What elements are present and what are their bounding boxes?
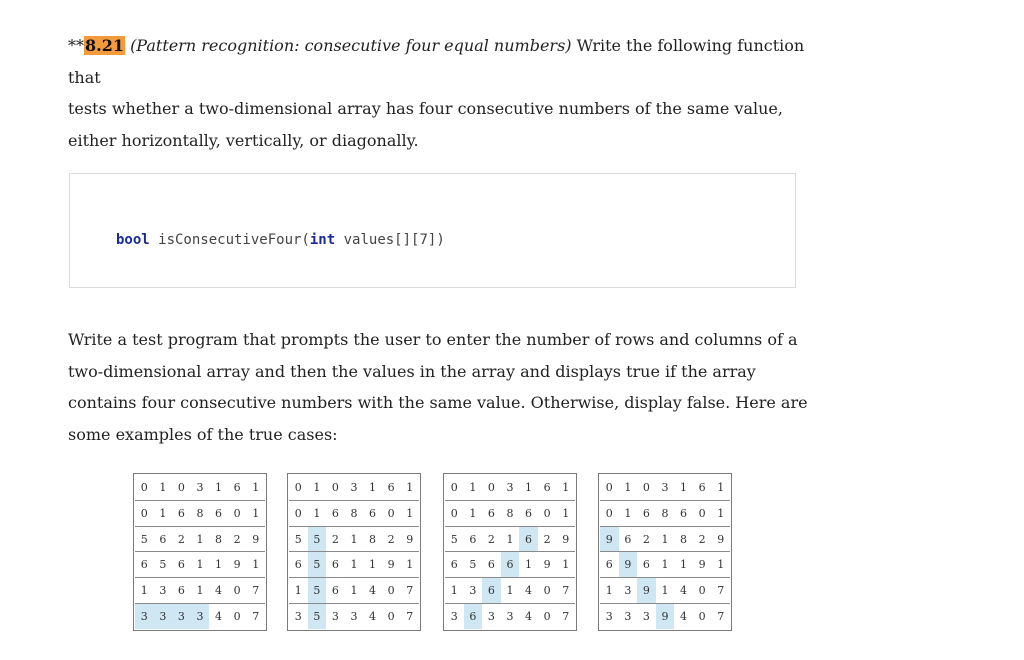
grid-cell: 6: [600, 552, 619, 578]
grid-cell: 9: [246, 526, 265, 552]
grid-row: [445, 578, 575, 604]
grid-cell: 7: [252, 610, 260, 624]
grid-row: [135, 500, 265, 526]
grid-cell: 0: [382, 578, 401, 604]
grid-cell: 9: [556, 526, 575, 552]
grid-cell: 1: [308, 500, 327, 526]
grid-cell: 3: [656, 475, 675, 500]
grid-cell: 6: [154, 526, 173, 552]
grid-cell: 6: [172, 578, 191, 604]
grid-cell: 3: [154, 604, 173, 629]
grid-cell: 1: [464, 500, 483, 526]
grid-row: [445, 475, 575, 500]
grid-cell: 9: [600, 526, 619, 552]
example-grid-4: [598, 473, 732, 631]
grid-cell: 0: [693, 500, 712, 526]
grid-row: [289, 500, 419, 526]
description-line-3: contains four consecutive numbers with the same value. Otherwise, display false. Here are: [68, 393, 808, 412]
grid-cell: 3: [619, 578, 638, 604]
grid-cell: 7: [562, 610, 570, 624]
grid-cell: 1: [209, 552, 228, 578]
grid-cell: 5: [308, 552, 327, 578]
grid-cell: 1: [191, 552, 210, 578]
grid-cell: 1: [246, 500, 265, 526]
grid-cell: 6: [326, 552, 345, 578]
grid-cell: 1: [656, 578, 675, 604]
grid-cell: 0: [135, 475, 154, 500]
grid-cell: 1: [600, 578, 619, 604]
grid-cell: 0: [445, 500, 464, 526]
grid-cell: 5: [308, 526, 327, 552]
grid-cell: 0: [482, 475, 501, 500]
grid-cell: 6: [135, 552, 154, 578]
function-name: isConsecutiveFour(: [149, 232, 310, 248]
param-type: int: [309, 232, 336, 248]
grid-cell: 6: [172, 500, 191, 526]
grid-cell: 8: [674, 526, 693, 552]
grid-cell: 6: [172, 552, 191, 578]
grid-cell: 1: [289, 578, 308, 604]
grid-cell: 0: [538, 578, 557, 604]
grid-cell: 2: [637, 526, 656, 552]
grid-cell: 6: [482, 552, 501, 578]
code-block: [69, 173, 796, 288]
grid-cell: 3: [506, 610, 514, 624]
grid-cell: 6: [326, 500, 345, 526]
grid-cell: 4: [680, 610, 688, 624]
grid-cell: 3: [135, 604, 154, 629]
grid-row: [289, 604, 419, 629]
grid-cell: 9: [400, 526, 419, 552]
grid-cell: 3: [331, 610, 339, 624]
grid-cell: 1: [556, 475, 575, 500]
grid-cell: 3: [501, 475, 520, 500]
grid-cell: 8: [363, 526, 382, 552]
grid-cell: 1: [363, 475, 382, 500]
grid-cell: 0: [693, 578, 712, 604]
grid-cell: 0: [543, 610, 551, 624]
grid-cell: 1: [400, 552, 419, 578]
grid-cell: 4: [369, 610, 377, 624]
grid-cell: 2: [382, 526, 401, 552]
grid-cell: 6: [482, 500, 501, 526]
grid-cell: 0: [445, 475, 464, 500]
grid-row: [445, 526, 575, 552]
grid-cell: 5: [135, 526, 154, 552]
grid-cell: 8: [345, 500, 364, 526]
grid-cell: 6: [538, 475, 557, 500]
grid-row: [289, 578, 419, 604]
grid-cell: 3: [294, 610, 302, 624]
grid-cell: 9: [619, 552, 638, 578]
grid-cell: 1: [345, 578, 364, 604]
grid-cell: 6: [289, 552, 308, 578]
grid-cell: 6: [674, 500, 693, 526]
grid-row: [135, 604, 265, 629]
example-grid-3: [443, 473, 577, 631]
grid-cell: 1: [345, 526, 364, 552]
grid-cell: 2: [482, 526, 501, 552]
grid-cell: 6: [519, 526, 538, 552]
grid-cell: 1: [656, 526, 675, 552]
grid-cell: 1: [464, 475, 483, 500]
grid-cell: 0: [289, 475, 308, 500]
grid-cell: 9: [656, 604, 675, 629]
example-grid-2: [287, 473, 421, 631]
grid-cell: 0: [135, 500, 154, 526]
grid-row: [289, 526, 419, 552]
grid-cell: 1: [445, 578, 464, 604]
grid-row: [600, 475, 730, 500]
grid-cell: 8: [209, 526, 228, 552]
grid-cell: 6: [228, 475, 247, 500]
grid-row: [135, 578, 265, 604]
problem-text-line-1: Write the following function that: [68, 36, 805, 87]
grid-cell: 0: [326, 475, 345, 500]
grid-cell: 6: [637, 552, 656, 578]
description-line-1: Write a test program that prompts the user to enter the number of rows and columns of a: [68, 330, 798, 349]
grid-cell: 0: [233, 610, 241, 624]
grid-cell: 1: [501, 526, 520, 552]
grid-cell: 5: [154, 552, 173, 578]
grid-cell: 1: [400, 500, 419, 526]
grid-cell: 6: [464, 526, 483, 552]
example-grid-1: [133, 473, 267, 631]
grid-row: [135, 552, 265, 578]
grid-cell: 4: [215, 610, 223, 624]
grid-cell: 1: [154, 475, 173, 500]
grid-cell: 1: [711, 500, 730, 526]
grid-cell: 1: [135, 578, 154, 604]
grid-cell: 0: [600, 500, 619, 526]
grid-cell: 8: [191, 500, 210, 526]
grid-cell: 0: [698, 610, 706, 624]
grid-row: [445, 604, 575, 629]
grid-cell: 3: [172, 604, 191, 629]
description-line-2: two-dimensional array and then the values in the array and displays true if the array: [68, 361, 756, 381]
grid-cell: 1: [154, 500, 173, 526]
grid-cell: 6: [693, 475, 712, 500]
grid-cell: 3: [350, 610, 358, 624]
grid-cell: 0: [228, 578, 247, 604]
grid-cell: 7: [400, 578, 419, 604]
grid-cell: 1: [209, 475, 228, 500]
grid-cell: 3: [487, 610, 495, 624]
problem-title: (Pattern recognition: consecutive four equal numbers): [130, 36, 572, 55]
grid-cell: 1: [246, 475, 265, 500]
grid-cell: 1: [501, 578, 520, 604]
grid-cell: 0: [289, 500, 308, 526]
grid-cell: 6: [464, 604, 483, 629]
grid-cell: 2: [538, 526, 557, 552]
grid-cell: 4: [674, 578, 693, 604]
grid-cell: 3: [191, 604, 210, 629]
grid-row: [135, 475, 265, 500]
grid-cell: 2: [228, 526, 247, 552]
grid-cell: 6: [519, 500, 538, 526]
grid-cell: 3: [450, 610, 458, 624]
grid-row: [600, 500, 730, 526]
grid-cell: 1: [556, 552, 575, 578]
grid-cell: 6: [209, 500, 228, 526]
grid-cell: 1: [556, 500, 575, 526]
grid-cell: 3: [464, 578, 483, 604]
grid-cell: 1: [246, 552, 265, 578]
grid-cell: 6: [482, 578, 501, 604]
grid-cell: 7: [246, 578, 265, 604]
grid-row: [600, 552, 730, 578]
grid-cell: 4: [363, 578, 382, 604]
function-signature: [116, 232, 445, 248]
grid-cell: 9: [538, 552, 557, 578]
grid-cell: 3: [191, 475, 210, 500]
grid-cell: 4: [519, 578, 538, 604]
grid-cell: 4: [525, 610, 533, 624]
description: [68, 324, 828, 450]
grid-cell: 1: [711, 475, 730, 500]
grid-cell: 9: [711, 526, 730, 552]
grid-cell: 8: [501, 500, 520, 526]
grid-cell: 6: [445, 552, 464, 578]
grid-cell: 7: [711, 578, 730, 604]
grid-cell: 1: [345, 552, 364, 578]
grid-cell: 9: [382, 552, 401, 578]
grid-row: [600, 604, 730, 629]
grid-cell: 1: [363, 552, 382, 578]
grid-row: [289, 552, 419, 578]
grid-cell: 0: [228, 500, 247, 526]
grid-cell: 8: [656, 500, 675, 526]
grid-cell: 1: [519, 552, 538, 578]
grid-cell: 6: [619, 526, 638, 552]
problem-number: 8.21: [85, 36, 124, 55]
grid-cell: 6: [637, 500, 656, 526]
description-line-4: some examples of the true cases:: [68, 424, 338, 444]
grid-cell: 0: [172, 475, 191, 500]
stars: **: [68, 36, 84, 55]
grid-cell: 1: [674, 475, 693, 500]
grid-cell: 2: [326, 526, 345, 552]
grid-row: [600, 526, 730, 552]
grid-cell: 5: [445, 526, 464, 552]
grid-row: [445, 500, 575, 526]
grid-cell: 5: [464, 552, 483, 578]
problem-text-line-2: tests whether a two-dimensional array has four consecutive numbers of the same value,: [68, 99, 783, 118]
grid-cell: 6: [382, 475, 401, 500]
grid-cell: 1: [711, 552, 730, 578]
grid-cell: 1: [519, 475, 538, 500]
problem-statement: [68, 30, 828, 156]
problem-text-line-3: either horizontally, vertically, or diagonally.: [68, 130, 419, 150]
grid-cell: 6: [363, 500, 382, 526]
grid-cell: 9: [228, 552, 247, 578]
return-type: bool: [116, 232, 150, 248]
grid-cell: 0: [538, 500, 557, 526]
grid-row: [289, 475, 419, 500]
grid-cell: 3: [154, 578, 173, 604]
grid-cell: 1: [308, 475, 327, 500]
grid-cell: 0: [387, 610, 395, 624]
grid-cell: 3: [345, 475, 364, 500]
grid-cell: 2: [172, 526, 191, 552]
grid-cell: 2: [693, 526, 712, 552]
grid-cell: 1: [191, 526, 210, 552]
grid-cell: 1: [656, 552, 675, 578]
grid-cell: 6: [501, 552, 520, 578]
grid-cell: 0: [637, 475, 656, 500]
grid-cell: 7: [717, 610, 725, 624]
grid-cell: 7: [406, 610, 414, 624]
grid-cell: 4: [209, 578, 228, 604]
grid-cell: 3: [642, 610, 650, 624]
grid-cell: 1: [619, 475, 638, 500]
grid-cell: 1: [619, 500, 638, 526]
grid-cell: 9: [693, 552, 712, 578]
grid-cell: 1: [400, 475, 419, 500]
grid-cell: 1: [191, 578, 210, 604]
params-rest: values[][7]): [335, 232, 445, 248]
grid-cell: 9: [637, 578, 656, 604]
grid-cell: 0: [600, 475, 619, 500]
grid-row: [135, 526, 265, 552]
grid-row: [445, 552, 575, 578]
grid-cell: 5: [308, 604, 327, 629]
grid-cell: 6: [326, 578, 345, 604]
grid-cell: 0: [382, 500, 401, 526]
grid-row: [600, 578, 730, 604]
grid-cell: 1: [674, 552, 693, 578]
grid-cell: 5: [289, 526, 308, 552]
grid-cell: 3: [624, 610, 632, 624]
grid-cell: 5: [308, 578, 327, 604]
grid-cell: 7: [556, 578, 575, 604]
grid-cell: 3: [605, 610, 613, 624]
